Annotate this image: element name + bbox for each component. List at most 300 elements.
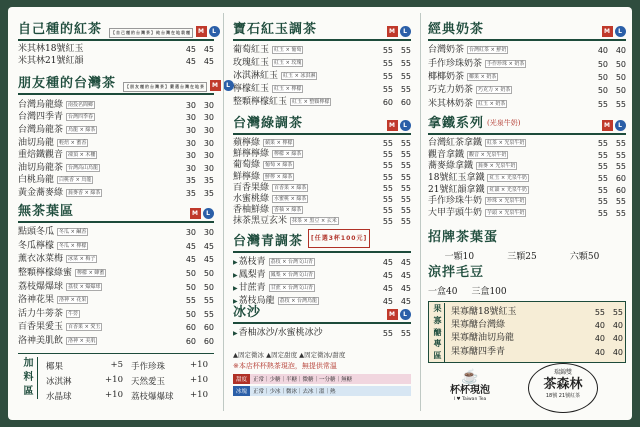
menu-list <box>18 44 214 67</box>
price-medium: 55 <box>382 46 393 55</box>
size-l-badge: L <box>223 80 234 91</box>
item-name <box>18 295 54 306</box>
item-name-text: 荔枝烏龍 <box>238 296 275 306</box>
menu-item <box>18 99 214 112</box>
menu-item <box>428 208 626 220</box>
item-name <box>451 333 514 344</box>
extra-item <box>46 375 127 387</box>
item-name-text: 活力牛蒡茶 <box>18 308 64 319</box>
size-m-badge: M <box>190 208 201 219</box>
price-medium: 40 <box>594 334 605 344</box>
price-medium: 40 <box>597 46 608 56</box>
price-medium: 55 <box>382 161 393 171</box>
price-medium: 55 <box>597 174 608 184</box>
item-name-text: 葡萄綠 <box>233 160 261 171</box>
item-description <box>473 99 590 110</box>
menu-item <box>18 308 214 322</box>
item-name-text: 葡萄紅玉 <box>233 45 270 55</box>
item-description-text: 紅玉 × 整顆檸檬 <box>292 99 330 105</box>
item-description <box>287 216 375 227</box>
item-name-text: 鳳梨青 <box>238 270 266 280</box>
item-description <box>266 283 375 294</box>
item-name <box>428 99 473 110</box>
price-medium: 55 <box>597 197 608 207</box>
item-name-text: 台灣烏龍綠 <box>18 99 64 110</box>
menu-item <box>233 96 411 109</box>
price-medium: 45 <box>185 56 196 66</box>
extra-item <box>46 360 127 372</box>
price-large: 55 <box>615 139 626 149</box>
price-medium: 55 <box>597 208 608 218</box>
item-description-text: 白桃香 × 烏龍 <box>59 177 92 184</box>
item-name <box>428 185 484 196</box>
item-name-text: 點頭冬瓜 <box>18 227 55 238</box>
item-description-text: 香柚 × 綠茶 <box>274 207 302 214</box>
price-medium: 50 <box>185 309 196 319</box>
section-heading: 台灣青調茶 <box>233 234 304 249</box>
item-description-text: 紅玉 × 奶茶 <box>478 100 506 107</box>
menu-item <box>233 172 411 183</box>
section-title-ruby-tea <box>233 21 411 41</box>
item-name-text: 檸檬紅玉 <box>233 84 270 94</box>
price-medium: 55 <box>382 72 393 81</box>
price-large: 55 <box>400 150 411 160</box>
menu-item <box>18 112 214 125</box>
item-description <box>63 254 178 265</box>
price-large: 55 <box>400 85 411 94</box>
item-name-text: 抹茶黑豆玄米 <box>233 216 288 227</box>
size-l-badge: L <box>615 120 626 131</box>
price-medium: 55 <box>185 296 196 306</box>
price-medium: 50 <box>597 59 608 69</box>
oligo-label-char: 果 <box>433 303 442 313</box>
item-description-text: 檸檬 × 綠茶 <box>274 151 302 158</box>
brand-name: 杯杯現泡 <box>450 385 490 396</box>
extra-item <box>46 390 127 402</box>
size-m-badge: M <box>387 26 398 37</box>
brand-sub: 18號 21號紅茶 <box>545 393 581 399</box>
price-medium: 45 <box>382 258 393 267</box>
extra-price: +10 <box>190 390 208 400</box>
section-heading: 無茶葉區 <box>18 204 75 219</box>
menu-item <box>18 226 214 240</box>
extra-name: 水晶球 <box>46 392 72 402</box>
item-description-text: 檸檬 × 蜂蜜 <box>77 270 105 277</box>
price-large: 40 <box>615 46 626 56</box>
price-medium: 50 <box>597 72 608 82</box>
extras-title-char: 區 <box>23 386 34 397</box>
price-option: 六顆50 <box>569 252 600 262</box>
section-heading: 涼拌毛豆 <box>428 265 485 280</box>
brand-sub: I ♥ Taiwan Tea <box>453 397 487 402</box>
item-description-text: 冬瓜 × 檸檬 <box>59 242 87 249</box>
price-large: 40 <box>612 321 623 331</box>
item-description <box>54 241 178 252</box>
item-name-text: 椰椰奶茶 <box>428 71 465 82</box>
price-large: 30 <box>203 151 214 161</box>
item-name-text: 油切烏龍 <box>18 137 55 148</box>
menu-item <box>233 160 411 171</box>
brand-top: 瑞錦雙 <box>553 369 572 376</box>
item-name-text: 果寡醣四季青 <box>451 346 506 357</box>
price-medium: 50 <box>185 269 196 279</box>
item-name-text: 台灣奶茶 <box>428 45 465 56</box>
menu-item <box>428 98 626 111</box>
item-name <box>428 196 482 207</box>
item-description-text: 紅玉 × 光泉牛奶 <box>489 175 527 182</box>
item-name-text: 果寡醣油切烏龍 <box>451 333 515 344</box>
price-medium: 45 <box>382 297 393 306</box>
item-description <box>482 208 590 219</box>
tea-cup-icon: ☕ <box>461 369 479 385</box>
item-description <box>278 71 375 82</box>
price-large: 55 <box>400 195 411 205</box>
edamame-prices <box>428 282 626 297</box>
price-medium: 30 <box>185 113 196 123</box>
menu-item <box>428 71 626 84</box>
menu-item <box>428 184 626 196</box>
item-description <box>266 270 375 281</box>
item-description-text: 荔枝 × 台灣烏龍 <box>279 298 318 304</box>
item-name <box>233 160 260 171</box>
menu-list <box>428 138 626 219</box>
price-large: 50 <box>615 59 626 69</box>
section-note: 【自己種的台灣茶】純台灣在地栽種 <box>109 28 193 38</box>
price-medium: 60 <box>382 98 393 107</box>
item-description <box>464 150 590 161</box>
menu-item <box>18 267 214 281</box>
item-name <box>18 44 83 55</box>
item-name-text: 甘蔗青 <box>238 283 266 293</box>
price-large: 55 <box>615 99 626 109</box>
menu-item <box>233 216 411 227</box>
item-name-text: 整顆檸檬綠蜜 <box>18 268 73 279</box>
item-description-text: 紅茶 × 光泉牛奶 <box>487 140 525 147</box>
price-medium: 60 <box>185 323 196 333</box>
item-description-text: 觀音 × 光泉牛奶 <box>469 151 507 158</box>
extra-price: +5 <box>110 360 123 370</box>
item-name <box>451 320 505 331</box>
item-name <box>233 97 287 108</box>
price-large: 55 <box>615 162 626 172</box>
item-description <box>54 138 178 149</box>
item-description <box>63 282 178 293</box>
item-name <box>18 336 63 347</box>
section-title-tea-egg <box>428 229 626 247</box>
price-large: 55 <box>400 139 411 149</box>
item-description <box>63 163 178 174</box>
item-name <box>428 59 482 70</box>
item-name-text: 荔枝青 <box>238 257 266 267</box>
price-large: 55 <box>400 161 411 171</box>
item-description <box>464 45 590 56</box>
item-description <box>473 161 590 172</box>
item-description <box>266 257 375 268</box>
price-large: 60 <box>400 98 411 107</box>
menu-item <box>428 84 626 97</box>
size-m-badge: M <box>602 120 613 131</box>
price-medium: 55 <box>382 172 393 182</box>
price-large: 55 <box>203 309 214 319</box>
item-description-text: 百香果 × 綠茶 <box>274 184 307 191</box>
price-medium: 30 <box>185 100 196 110</box>
item-name <box>233 58 269 69</box>
price-medium: 60 <box>185 337 196 347</box>
menu-item <box>18 44 214 55</box>
item-description-text: 洛神 × 美肌 <box>68 338 96 345</box>
brand-logo-1 <box>440 369 500 411</box>
item-name <box>18 125 63 136</box>
section-title-smoothie <box>233 304 411 324</box>
menu-item <box>428 57 626 70</box>
item-name-text: 荔枝爆爆球 <box>18 281 64 292</box>
item-description <box>269 205 375 216</box>
item-description-text: 蕎麥 × 光泉牛奶 <box>478 163 516 170</box>
item-description <box>63 112 178 123</box>
item-name <box>18 175 54 186</box>
menu-item <box>18 187 214 200</box>
price-medium: 55 <box>594 308 605 318</box>
menu-item <box>18 280 214 294</box>
item-name <box>233 283 266 294</box>
item-description-text: 紅玉 × 玫瑰 <box>274 60 302 66</box>
section-title-latte <box>428 115 626 135</box>
price-large: 30 <box>203 113 214 123</box>
price-medium: 40 <box>594 321 605 331</box>
item-name-text: 冬瓜檸檬 <box>18 240 55 251</box>
item-name <box>428 208 482 219</box>
extra-item <box>131 390 212 402</box>
item-name-text: 鮮檸檸綠 <box>233 149 270 160</box>
item-name <box>428 161 473 172</box>
section-title-green-tea <box>233 115 411 135</box>
price-large: 60 <box>615 174 626 184</box>
price-medium: 55 <box>597 185 608 195</box>
item-name <box>428 173 484 184</box>
item-description-text: 烏龍 × 綠茶 <box>68 126 96 133</box>
menu-item <box>428 196 626 208</box>
menu-item <box>18 321 214 335</box>
item-description-text: 甘蔗 × 台灣文山青 <box>270 285 314 291</box>
section-note: 【朋友種的台灣茶】嚴選台灣在地茶 <box>123 82 207 92</box>
price-medium: 55 <box>597 162 608 172</box>
menu-item <box>18 240 214 254</box>
price-medium: 35 <box>185 176 196 186</box>
promo-tag: [任選3杯100元] <box>308 229 370 248</box>
item-description <box>260 138 375 149</box>
price-medium: 55 <box>597 99 608 109</box>
menu-item <box>428 44 626 57</box>
oligo-label-char: 專 <box>433 338 442 349</box>
extra-price: +10 <box>190 360 208 370</box>
menu-item <box>428 138 626 150</box>
item-description <box>63 322 178 333</box>
menu-item <box>451 306 623 319</box>
price-medium: 55 <box>382 139 393 149</box>
section-heading: 拿鐵系列 <box>428 116 485 131</box>
item-name <box>233 183 269 194</box>
price-large: 30 <box>203 100 214 110</box>
oligo-label-char: 醣 <box>433 326 442 337</box>
ice-row <box>233 386 411 396</box>
menu-item <box>233 83 411 96</box>
item-description-text: 葡萄 × 綠茶 <box>265 162 293 169</box>
item-description <box>269 194 375 205</box>
item-description-text: 凍頂 × 木柵 <box>68 152 96 159</box>
item-name-text: 觀音拿鐵 <box>428 149 465 160</box>
item-name-text: 18號紅玉拿鐵 <box>428 173 485 184</box>
extra-item <box>131 375 212 387</box>
menu-list <box>18 99 214 200</box>
item-description-text: 紅玉 × 檸檬 <box>274 86 302 92</box>
price-medium: 45 <box>382 284 393 293</box>
size-l-badge: L <box>209 26 220 37</box>
item-description-text: 珍珠 × 光泉牛奶 <box>487 198 525 205</box>
price-large: 35 <box>203 188 214 198</box>
price-large: 55 <box>400 172 411 182</box>
price-option: 三盒100 <box>471 287 507 297</box>
item-description-text: 台灣紅茶 × 鮮奶 <box>469 47 507 54</box>
item-name-text: 果寡醣台灣綠 <box>451 320 506 331</box>
item-description <box>63 336 178 347</box>
price-large: 45 <box>203 45 214 55</box>
price-large: 50 <box>615 86 626 96</box>
item-description <box>269 183 375 194</box>
section-heading: 冰沙 <box>233 305 262 320</box>
item-description <box>269 149 375 160</box>
price-large: 55 <box>400 206 411 216</box>
price-medium: 50 <box>597 86 608 96</box>
item-name <box>233 172 260 183</box>
size-l-badge: L <box>400 26 411 37</box>
item-name <box>451 347 505 358</box>
item-name-text: 台灣紅茶拿鐵 <box>428 138 483 149</box>
menu-item <box>451 332 623 345</box>
size-l-badge: L <box>400 309 411 320</box>
price-large: 60 <box>203 337 214 347</box>
menu-item <box>18 55 214 66</box>
extras-title-char: 加 <box>23 358 34 369</box>
item-description-text: 牛蒡 <box>68 310 79 317</box>
item-name-text: 香柚冰沙/水蜜桃冰沙 <box>238 327 323 338</box>
price-large: 40 <box>612 334 623 344</box>
item-name <box>18 188 63 199</box>
menu-item <box>18 294 214 308</box>
item-description-text: 荔枝 × 台灣文山青 <box>270 259 314 265</box>
size-m-badge: M <box>387 120 398 131</box>
brand-logo-2 <box>528 363 598 413</box>
price-medium: 55 <box>382 183 393 193</box>
item-name-text: 洛神美肌飲 <box>18 336 64 347</box>
price-medium: 55 <box>382 195 393 205</box>
menu-item <box>233 183 411 194</box>
item-name-text: 21號紅韻拿鐵 <box>428 184 485 195</box>
tea-egg-prices <box>428 247 626 262</box>
legend <box>233 350 411 396</box>
item-description <box>473 85 590 96</box>
item-description <box>269 84 375 95</box>
price-option: 三顆25 <box>507 252 537 262</box>
sweetness-row <box>233 374 411 384</box>
section-title-no-tea <box>18 203 214 223</box>
price-medium: 55 <box>382 217 393 227</box>
price-large: 55 <box>400 46 411 55</box>
item-description-text: 南投名間鄉 <box>68 101 94 108</box>
item-name <box>233 194 269 205</box>
price-medium: 55 <box>382 85 393 94</box>
item-name-text: 玫瑰紅玉 <box>233 58 270 68</box>
price-medium: 35 <box>185 188 196 198</box>
price-medium: 30 <box>185 228 196 238</box>
menu-list <box>233 256 411 308</box>
item-description-text: 椰果 × 奶茶 <box>469 73 497 80</box>
item-name-text: 洛神花果 <box>18 295 55 306</box>
item-description <box>464 72 590 83</box>
column-divider <box>223 13 224 411</box>
price-option: 一顆10 <box>444 252 475 262</box>
item-description-text: 輕焙 × 蜜香 <box>59 139 87 146</box>
item-name <box>233 270 266 281</box>
menu-item <box>233 205 411 216</box>
price-large: 55 <box>203 296 214 306</box>
item-name <box>18 322 63 333</box>
item-name-text: 油切烏龍茶 <box>18 162 64 173</box>
item-description-text: 手作珍珠 × 奶茶 <box>487 60 525 67</box>
extra-name: 天然愛玉 <box>131 377 166 387</box>
item-description <box>63 188 178 199</box>
item-name <box>428 150 464 161</box>
price-large: 50 <box>615 72 626 82</box>
price-large: 45 <box>203 56 214 66</box>
item-name-text: 薰衣冰菜梅 <box>18 254 64 265</box>
price-large: 60 <box>203 323 214 333</box>
item-name <box>18 100 63 111</box>
oligo-section <box>428 301 626 363</box>
item-description-text: 鳳梨 × 台灣文山青 <box>270 272 314 278</box>
item-name-text: 台灣烏龍茶 <box>18 124 64 135</box>
item-description <box>260 172 375 183</box>
price-medium: 30 <box>185 151 196 161</box>
price-medium: 50 <box>185 282 196 292</box>
item-description <box>287 97 375 108</box>
item-name <box>18 268 72 279</box>
section-title-own-black-tea <box>18 21 217 41</box>
price-medium: 40 <box>594 347 605 357</box>
price-option: 一盒40 <box>428 287 458 297</box>
item-description <box>260 160 375 171</box>
price-large: 50 <box>203 269 214 279</box>
item-name-text: 大甲芋頭牛奶 <box>428 207 483 218</box>
item-name <box>428 45 464 56</box>
item-name <box>18 150 63 161</box>
item-name <box>233 216 287 227</box>
legend-line-2: ※本店杯杯熱茶現泡，無提供常溫 <box>233 362 337 370</box>
price-large: 45 <box>400 271 411 280</box>
item-description-text: 台灣高山烏龍 <box>68 164 99 171</box>
price-medium: 30 <box>185 138 196 148</box>
brand-name: 茶森林 <box>543 377 583 392</box>
extras-grid <box>46 360 212 402</box>
menu-list <box>451 306 623 359</box>
menu-item <box>233 194 411 205</box>
menu-item <box>428 173 626 185</box>
ice-label: 冰塊 <box>233 386 250 396</box>
item-description <box>63 100 178 111</box>
item-name <box>18 138 54 149</box>
price-medium: 55 <box>597 150 608 160</box>
item-description <box>72 268 178 279</box>
item-description-text: 蘋果 × 檸檬 <box>265 140 293 147</box>
